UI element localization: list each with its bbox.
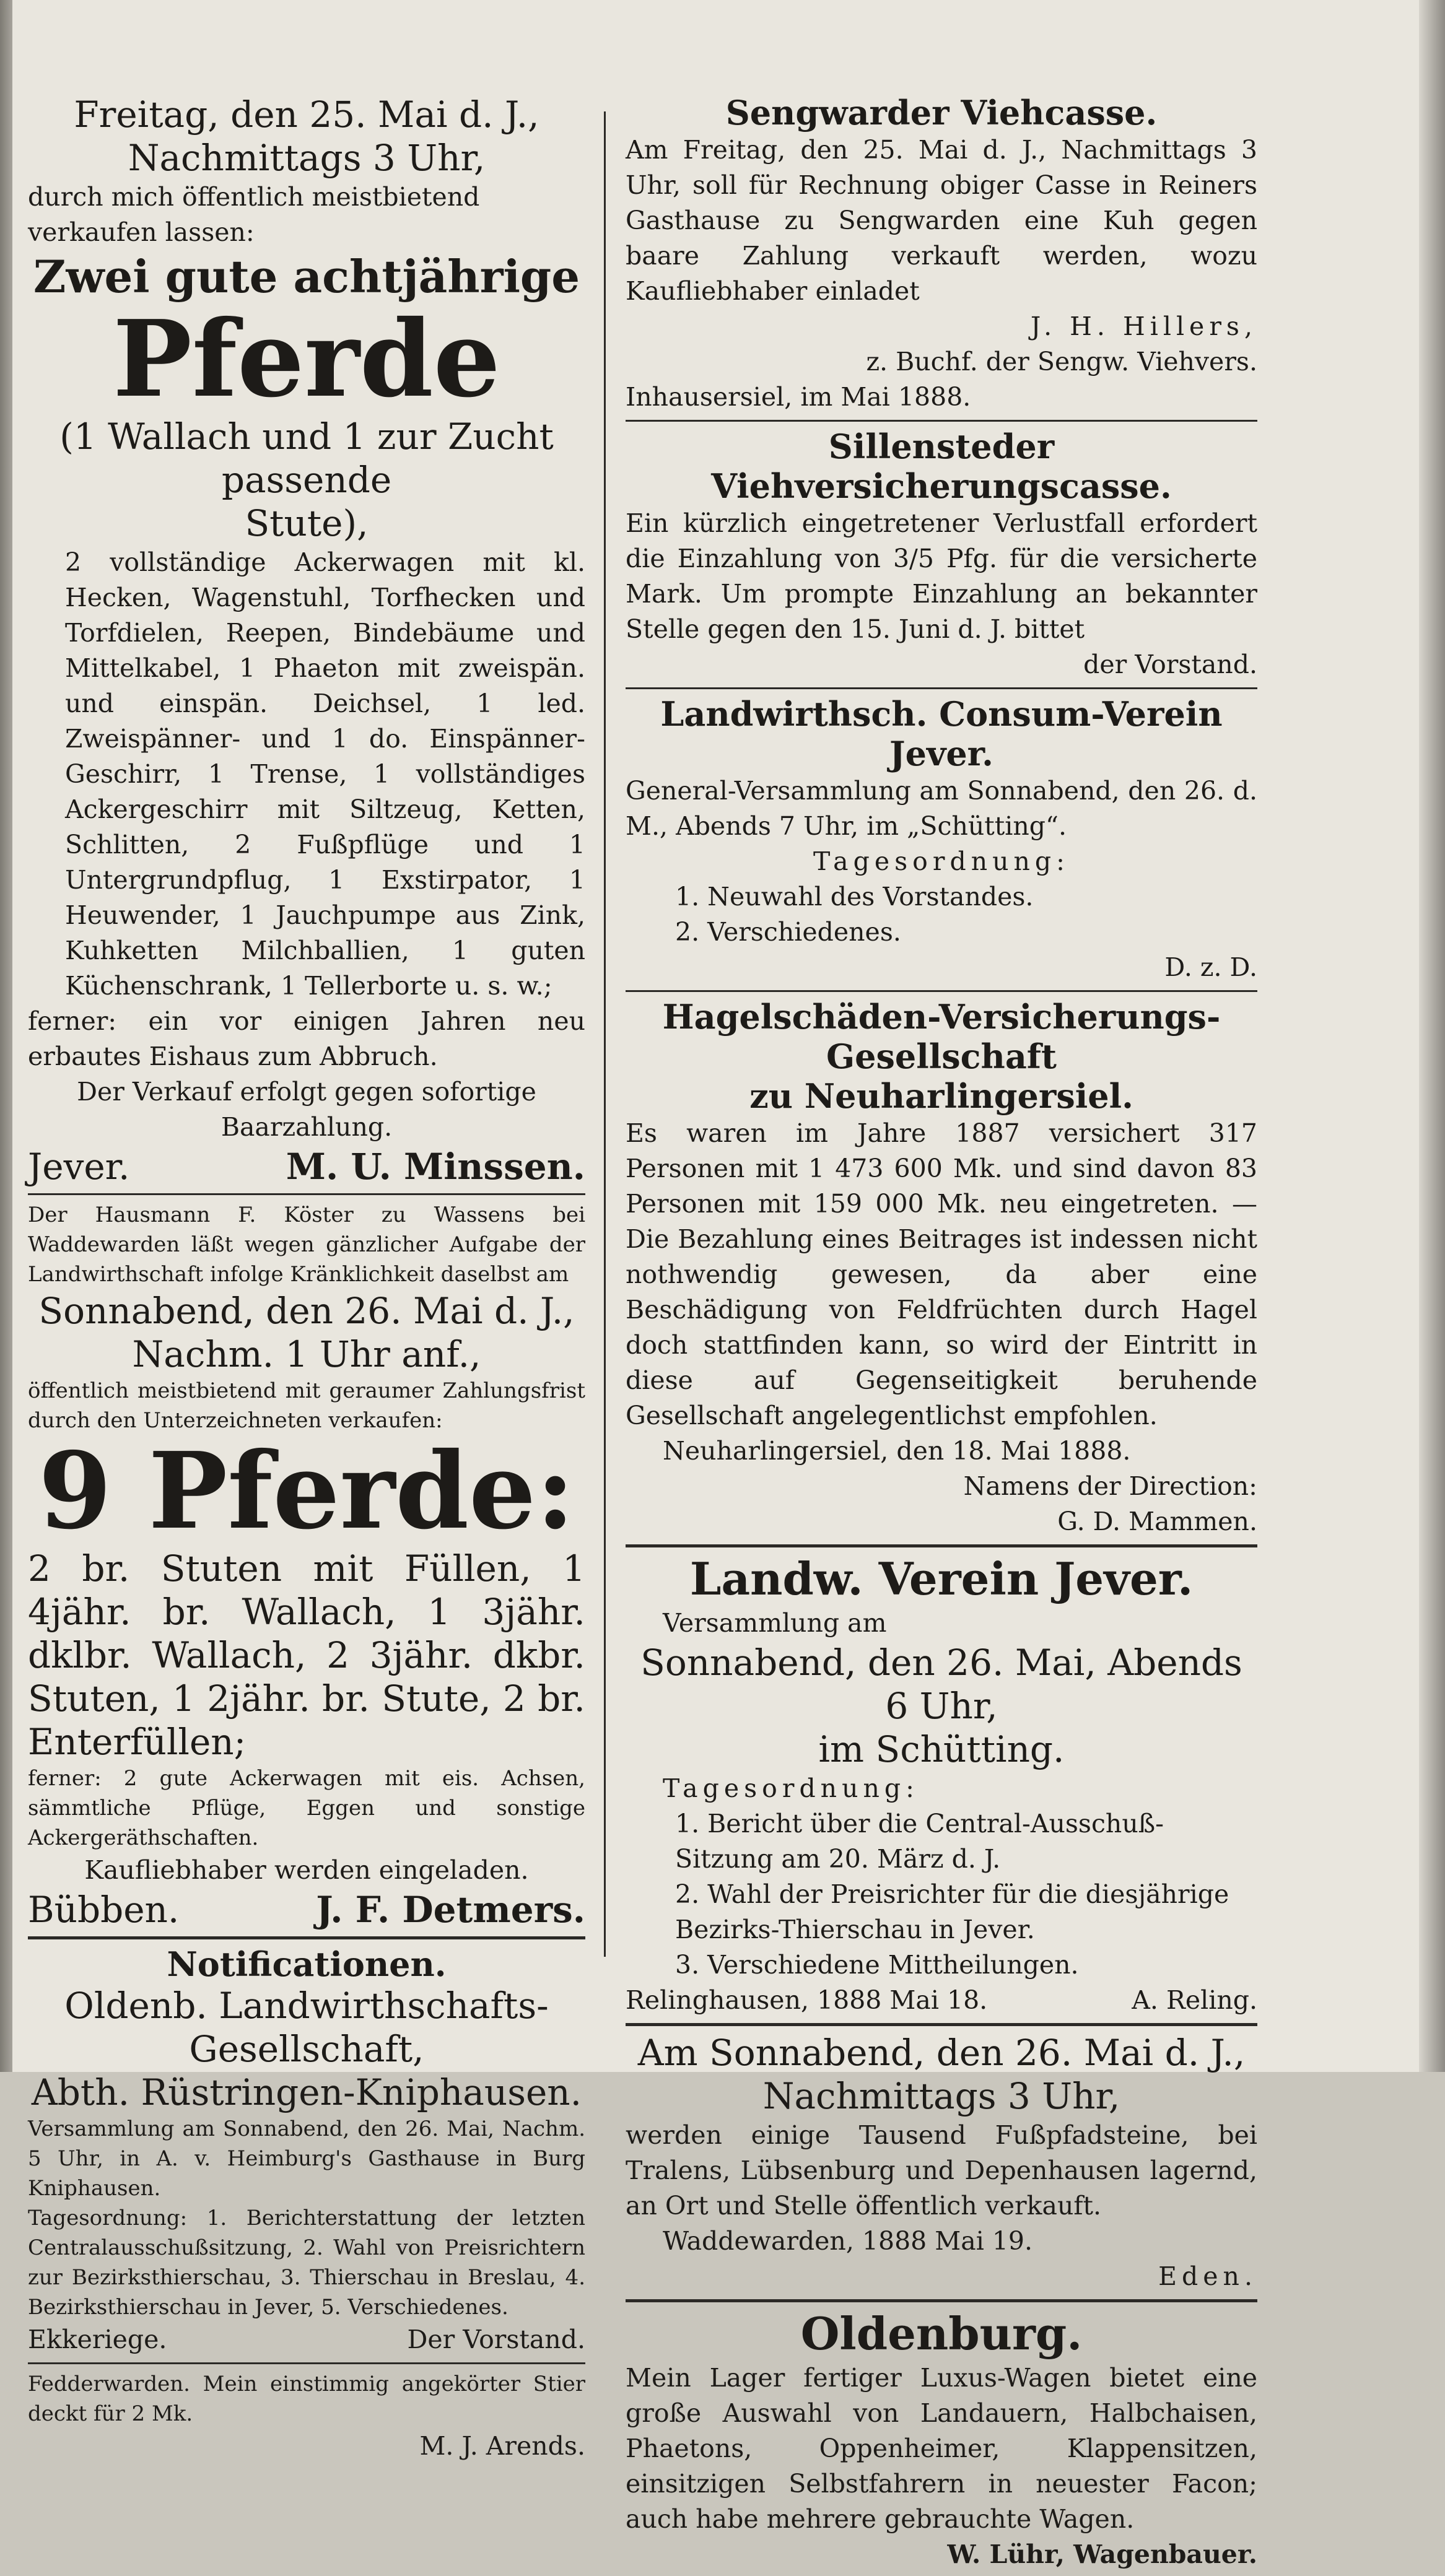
ad2-invite: Kaufliebhaber werden eingeladen. <box>84 1855 529 1885</box>
ad2-intro: Der Hausmann F. Köster zu Wassens bei Waddewarden läßt wegen gänzlicher Aufgabe der Landwirthschaft infolge Kränklichkeit daselbst am <box>28 1203 585 1287</box>
r2-body: Ein kürzlich eingetretener Verlustfall erfordert die Einzahlung von 3/5 Pfg. für die versicherte Mark. Um prompte Einzahlung an bekannter Stelle gegen den 15. Juni d. J. bittet <box>626 508 1257 644</box>
ad-horse-auction-1 <box>28 93 585 1188</box>
r6-line2: Nachmittags 3 Uhr, <box>762 2075 1120 2117</box>
r7-head: Oldenburg. <box>800 2307 1083 2360</box>
org-agenda: Tagesordnung: 1. Berichterstattung der letzten Centralausschußsitzung, 2. Wahl von Preisrichtern zur Bezirksthierschau, 3. Thierschau in Breslau, 4. Bezirksthierschau in Jever, 5. Verschiedenes. <box>28 2206 585 2320</box>
stier-body: Fedderwarden. Mein einstimmig angekörter Stier deckt für 2 Mk. <box>28 2372 585 2426</box>
org-name-1: Oldenb. Landwirthschafts-Gesellschaft, <box>64 1985 549 2070</box>
r5-sign: A. Reling. <box>1132 1985 1257 2015</box>
page-edge <box>1419 0 1445 2072</box>
r5-place: Relinghausen, 1888 Mai 18. <box>626 1985 988 2015</box>
r5-line1: Versammlung am <box>663 1608 887 1638</box>
stier-sign: M. J. Arends. <box>419 2431 585 2461</box>
r1-sign2: z. Buchf. der Sengw. Viehvers. <box>866 347 1257 376</box>
separator <box>626 990 1257 992</box>
notifications-section <box>28 1944 585 2357</box>
r5-line2: Sonnabend, den 26. Mai, Abends 6 Uhr, <box>640 1642 1242 1727</box>
r6-body: werden einige Tausend Fußpfadsteine, bei Tralens, Lübsenburg und Depenhausen lagernd, an Ort und Stelle öffentlich verkauft. <box>626 2120 1257 2221</box>
r4-body: Es waren im Jahre 1887 versichert 317 Personen mit 1 473 600 Mk. und sind davon 83 Personen mit 159 000 Mk. neu eingetreten. — Die Bezahlung eines Beitrages ist indessen nicht nothwendig gewesen, da aber eine Beschädigung von Feldfrüchten durch Hagel doch stattfinden kann, so wird der Eintritt in diese auf Gegenseitigkeit beruhende Gesellschaft angelegentlichst empfohlen. <box>626 1118 1257 1430</box>
org-sign: Der Vorstand. <box>407 2325 585 2354</box>
separator <box>28 1193 585 1195</box>
ad-sengwarder <box>626 93 1257 415</box>
notifications-head: Notificationen. <box>167 1944 447 1984</box>
separator <box>28 1936 585 1939</box>
r2-head: Sillensteder Viehversicherungscasse. <box>711 427 1172 506</box>
ad2-signature-row <box>28 1888 585 1931</box>
left-column <box>28 93 585 2468</box>
org-place: Ekkeriege. <box>28 2325 167 2354</box>
ad1-sub1: (1 Wallach und 1 zur Zucht passende <box>59 416 554 501</box>
ad2-sign: J. F. Detmers. <box>316 1889 585 1931</box>
r7-body: Mein Lager fertiger Luxus-Wagen bietet eine große Auswahl von Landauern, Halbchaisen, Phaetons, Oppenheimer, Klappensitzen, einsitzigen Selbstfahrern in neuester Facon; auch habe mehrere gebrauchte Wagen. <box>626 2363 1257 2534</box>
separator <box>626 420 1257 422</box>
ad2-time: Nachm. 1 Uhr anf., <box>132 1333 481 1375</box>
ad-consum-verein <box>626 694 1257 985</box>
r6-place: Waddewarden, 1888 Mai 19. <box>663 2226 1033 2256</box>
ad1-time: Nachmittags 3 Uhr, <box>128 137 486 179</box>
ad1-big-word: Pferde <box>113 297 500 421</box>
ad-hagelschaden <box>626 997 1257 1539</box>
ad1-place: Jever. <box>28 1146 130 1188</box>
ad-stier <box>28 2369 585 2464</box>
r3-item2: 2. Verschiedenes. <box>675 917 901 947</box>
r4-place: Neuharlingersiel, den 18. Mai 1888. <box>663 1436 1131 1466</box>
ad1-body: 2 vollständige Ackerwagen mit kl. Hecken, Wagenstuhl, Torfhecken und Torfdielen, Reepen, Bindebäume und Mittelkabel, 1 Phaeton mit zweispän. und einspän. Deichsel, 1 led. Zweispänner- und 1 do. Einspänner-Geschirr, 1 Trense, 1 vollständiges Ackergeschirr mit Siltzeug, Ketten, Schlitten, 2 Fußpflüge und 1 Untergrundpflug, 1 Exstirpator, 1 Heuwender, 1 Jauchpumpe aus Zink, Kuhketten Milchballien, 1 guten Küchenschrank, 1 Tellerborte u. s. w.; <box>65 547 585 1001</box>
ad1-terms: Der Verkauf erfolgt gegen sofortige Baarzahlung. <box>77 1077 536 1142</box>
org-signature-row <box>28 2322 585 2357</box>
ad1-intro: durch mich öffentlich meistbietend verkaufen lassen: <box>28 182 480 247</box>
r6-sign: Eden. <box>1158 2261 1257 2291</box>
ad-fusspfadsteine <box>626 2031 1257 2294</box>
r3-item1: 1. Neuwahl des Vorstandes. <box>675 882 1034 912</box>
r5-agenda-head: Tagesordnung: <box>663 1773 919 1803</box>
org-body: Versammlung am Sonnabend, den 26. Mai, Nachm. 5 Uhr, in A. v. Heimburg's Gasthause in Burg Kniphausen. <box>28 2117 585 2201</box>
r5-item1: 1. Bericht über die Central-Ausschuß-Sitzung am 20. März d. J. <box>675 1809 1164 1874</box>
separator <box>28 2362 585 2364</box>
ad2-body: öffentlich meistbietend mit geraumer Zahlungsfrist durch den Unterzeichneten verkaufen: <box>28 1378 585 1433</box>
ad1-ferner: ferner: ein vor einigen Jahren neu erbautes Eishaus zum Abbruch. <box>28 1006 585 1071</box>
r6-line1: Am Sonnabend, den 26. Mai d. J., <box>637 2032 1246 2074</box>
ad2-place: Bübben. <box>28 1889 180 1931</box>
r1-place: Inhausersiel, im Mai 1888. <box>626 382 971 412</box>
r7-sign: W. Lühr, Wagenbauer. <box>947 2539 1257 2569</box>
separator <box>626 687 1257 689</box>
separator <box>626 2299 1257 2302</box>
r5-item3: 3. Verschiedene Mittheilungen. <box>675 1950 1079 1980</box>
separator <box>626 1544 1257 1547</box>
ad1-date: Freitag, den 25. Mai d. J., <box>74 94 539 136</box>
r3-sign: D. z. D. <box>1164 952 1257 982</box>
right-column <box>626 93 1257 2576</box>
r1-sign1: J. H. Hillers, <box>1030 311 1257 341</box>
ad2-list: 2 br. Stuten mit Füllen, 1 4jähr. br. Wallach, 1 3jähr. dklbr. Wallach, 2 3jähr. dkbr. Stuten, 1 2jähr. br. Stute, 2 br. Enterfüllen; <box>28 1547 585 1763</box>
r5-head: Landw. Verein Jever. <box>689 1552 1194 1605</box>
r5-item2: 2. Wahl der Preisrichter für die diesjährige Bezirks-Thierschau in Jever. <box>675 1879 1229 1944</box>
ad1-signature-row <box>28 1145 585 1188</box>
ad-oldenburg-wagen <box>626 2307 1257 2572</box>
ad2-date: Sonnabend, den 26. Mai d. J., <box>38 1290 575 1332</box>
r4-sign1: Namens der Direction: <box>963 1471 1257 1501</box>
ad-horse-auction-2 <box>28 1200 585 1931</box>
ad1-sign: M. U. Minssen. <box>286 1146 585 1188</box>
r3-head: Landwirthsch. Consum-Verein Jever. <box>660 694 1223 773</box>
separator <box>626 2023 1257 2026</box>
org-name-2: Abth. Rüstringen-Kniphausen. <box>31 2071 582 2113</box>
ad1-headline: Zwei gute achtjährige <box>33 250 580 303</box>
r3-agenda-head: Tagesordnung: <box>813 846 1070 876</box>
r4-head2: zu Neuharlingersiel. <box>749 1076 1133 1116</box>
ad1-sub2: Stute), <box>245 502 369 544</box>
ad2-ferner: ferner: 2 gute Ackerwagen mit eis. Achsen, sämmtliche Pflüge, Eggen und sonstige Ackergeräthschaften. <box>28 1766 585 1850</box>
r3-body: General-Versammlung am Sonnabend, den 26. d. M., Abends 7 Uhr, im „Schütting“. <box>626 776 1257 841</box>
r2-sign: der Vorstand. <box>1083 650 1257 679</box>
r5-signature-row <box>626 1983 1257 2018</box>
ad2-big-word: 9 Pferde: <box>38 1429 575 1553</box>
r4-head1: Hagelschäden-Versicherungs-Gesellschaft <box>662 997 1221 1076</box>
ad-landw-verein <box>626 1552 1257 2018</box>
column-divider <box>604 111 606 1957</box>
ad-sillensteder <box>626 427 1257 682</box>
r5-line3: im Schütting. <box>818 1728 1065 1770</box>
r1-body: Am Freitag, den 25. Mai d. J., Nachmittags 3 Uhr, soll für Rechnung obiger Casse in Reiners Gasthause zu Sengwarden eine Kuh gegen baare Zahlung verkauft werden, wozu Kaufliebhaber einladet <box>626 135 1257 306</box>
r1-head: Sengwarder Viehcasse. <box>725 93 1158 133</box>
r4-sign2: G. D. Mammen. <box>1057 1507 1257 1536</box>
